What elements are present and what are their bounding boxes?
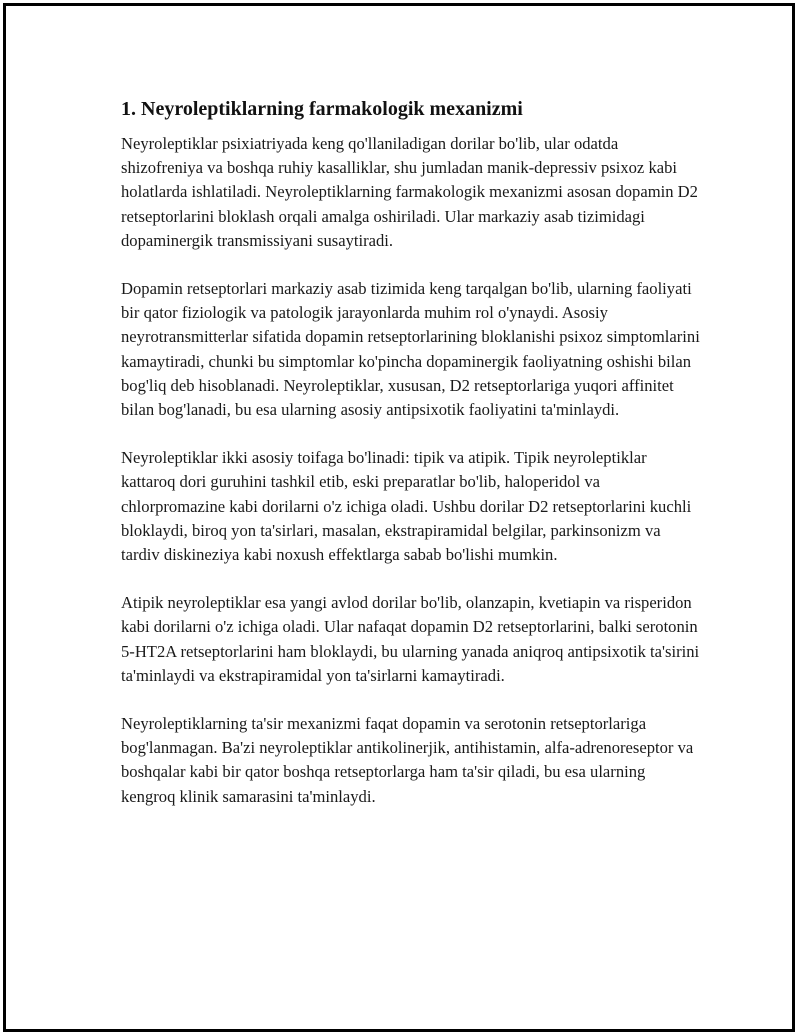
document-body — [121, 96, 701, 833]
paragraph-3: Neyroleptiklar ikki asosiy toifaga bo'linadi: tipik va atipik. Tipik neyroleptiklar kattaroq dori guruhini tashkil etib, eski preparatlar bo'lib, haloperidol va chlorpromazine kabi dorilarni o'z ichiga oladi. Ushbu dorilar D2 retseptorlarini kuchli bloklaydi, biroq yon ta'sirlari, masalan, ekstrapiramidal belgilar, parkinsonizm va tardiv diskineziya kabi noxush effektlarga sabab bo'lishi mumkin. — [121, 448, 692, 565]
paragraph-2: Dopamin retseptorlari markaziy asab tizimida keng tarqalgan bo'lib, ularning faoliyati bir qator fiziologik va patologik jarayonlarda muhim rol o'ynaydi. Asosiy neyrotransmitterlar sifatida dopamin retseptorlarining bloklanishi psixoz simptomlarini kamaytiradi, chunki bu simptomlar ko'pincha dopaminergik faoliyatning oshishi bilan bog'liq deb hisoblanadi. Neyroleptiklar, xususan, D2 retseptorlariga yuqori affinitet bilan bog'lanadi, bu esa ularning asosiy antipsixotik faoliyatini ta'minlaydi. — [121, 279, 700, 420]
section-title: 1. Neyroleptiklarning farmakologik mexanizmi — [121, 98, 523, 120]
paragraph-5: Neyroleptiklarning ta'sir mexanizmi faqat dopamin va serotonin retseptorlariga bog'lanmagan. Ba'zi neyroleptiklar antikolinerjik, antihistamin, alfa-adrenoreseptor va boshqalar kabi bir qator boshqa retseptorlarga ham ta'sir qiladi, bu esa ularning kengroq klinik samarasini ta'minlaydi. — [121, 714, 694, 806]
page-frame — [3, 3, 795, 1032]
paragraph-1: Neyroleptiklar psixiatriyada keng qo'llaniladigan dorilar bo'lib, ular odatda shizofreniya va boshqa ruhiy kasalliklar, shu jumladan manik-depressiv psixoz kabi holatlarda ishlatiladi. Neyroleptiklarning farmakologik mexanizmi asosan dopamin D2 retseptorlarini bloklash orqali amalga oshiriladi. Ular markaziy asab tizimidagi dopaminergik transmissiyani susaytiradi. — [121, 134, 698, 250]
paragraph-4: Atipik neyroleptiklar esa yangi avlod dorilar bo'lib, olanzapin, kvetiapin va risperidon kabi dorilarni o'z ichiga oladi. Ular nafaqat dopamin D2 retseptorlarini, balki serotonin 5-HT2A retseptorlarini ham bloklaydi, bu ularning yanada aniqroq antipsixotik ta'sirini ta'minlaydi va ekstrapiramidal yon ta'sirlarni kamaytiradi. — [121, 593, 700, 685]
